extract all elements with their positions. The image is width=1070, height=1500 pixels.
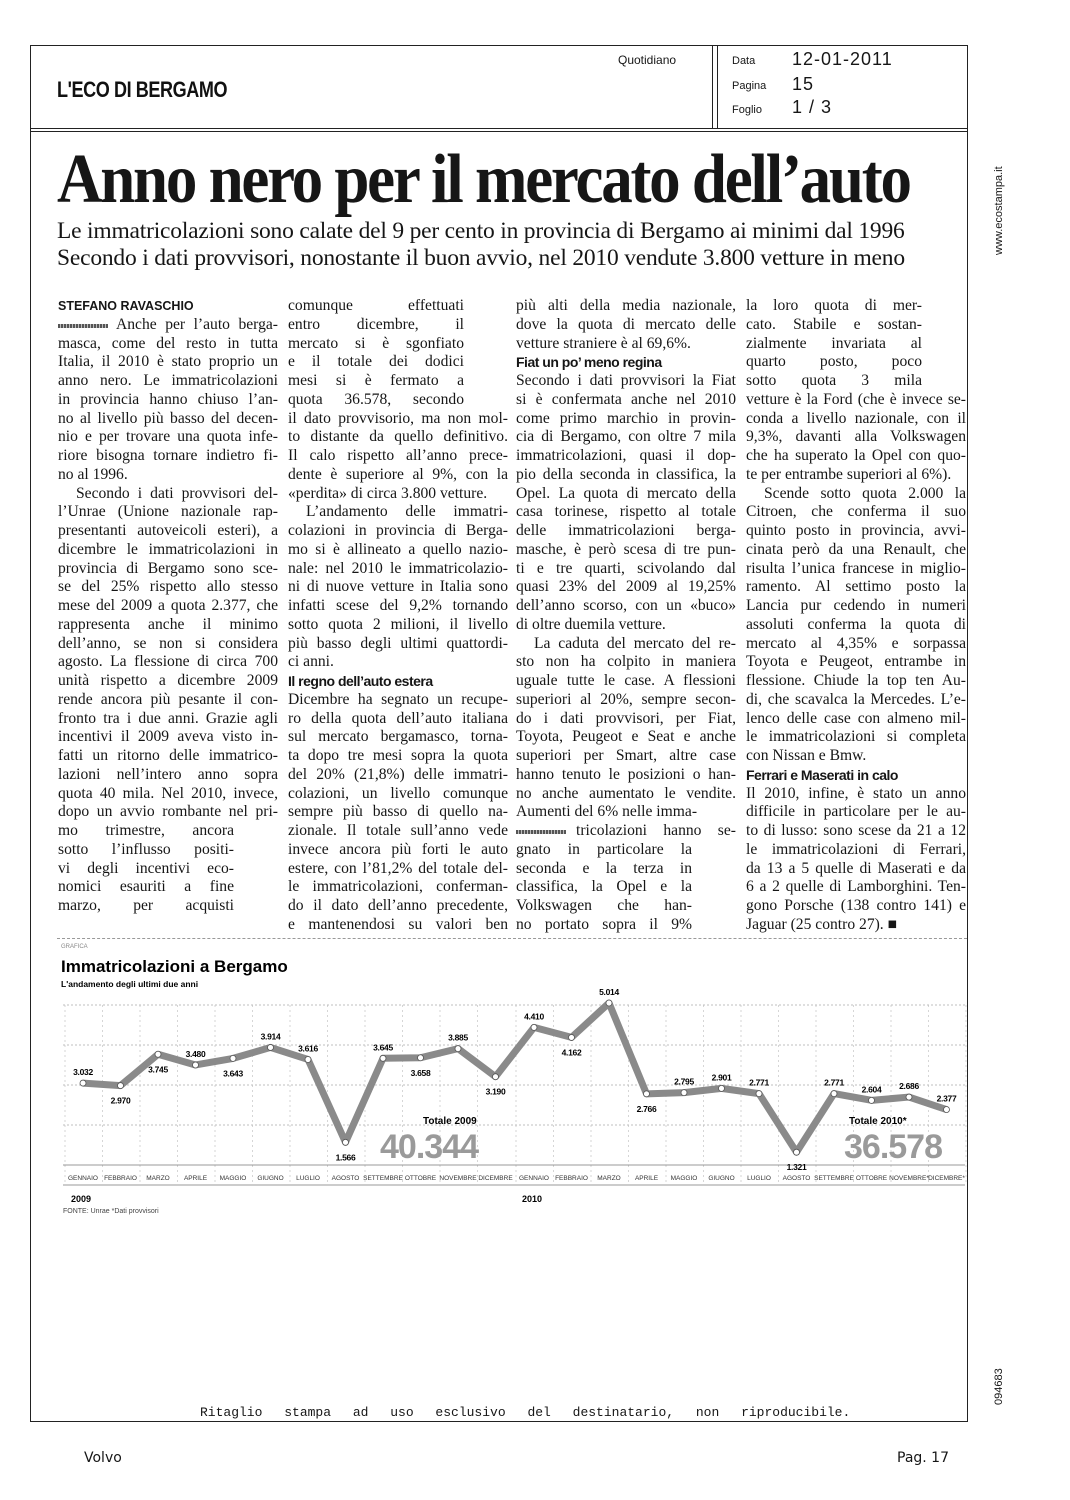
text-line: no portato sopra il 9% bbox=[516, 915, 692, 933]
text-line: sotto quota 3 mila bbox=[746, 372, 922, 389]
data-point bbox=[155, 1051, 161, 1057]
month-label: MARZO bbox=[146, 1175, 170, 1182]
text-line: Secondo i dati provvisori del- bbox=[76, 484, 278, 502]
month-label: GIUGNO bbox=[257, 1175, 284, 1182]
copyright-note: Ritaglio stampa ad uso esclusivo del destinatario, non riproducibile. bbox=[200, 1405, 851, 1420]
text-line: Il calo rispetto all’anno prece- bbox=[288, 447, 508, 464]
data-point bbox=[455, 1046, 461, 1052]
text-line: Scende sotto quota 2.000 la bbox=[764, 484, 966, 502]
registrations-chart bbox=[57, 940, 967, 1225]
data-label: 2.795 bbox=[674, 1076, 694, 1087]
page-number: Pag. 17 bbox=[897, 1450, 949, 1466]
text-line: casa torinese, rispetto al totale bbox=[516, 503, 736, 521]
total-label: Totale 2009 bbox=[423, 1116, 477, 1127]
text-line: dell’anno scorso, con un «buco» bbox=[516, 597, 736, 614]
text-line: si è confermata anche nel 2010 bbox=[516, 390, 736, 408]
data-label: 3.643 bbox=[223, 1068, 243, 1079]
month-label: GENNAIO bbox=[68, 1175, 98, 1182]
text-line: quota 40 mila. Nel 2010, invece, bbox=[58, 784, 278, 802]
text-line: ni di nuove vetture in Italia sono bbox=[288, 578, 508, 596]
text-line: vi degli incentivi eco- bbox=[58, 859, 234, 877]
text-line: quota 36.578, secondo bbox=[288, 390, 464, 408]
headline: Anno nero per il mercato dell’auto bbox=[57, 141, 910, 218]
month-label: SETTEMBRE bbox=[814, 1175, 854, 1182]
chart-subtitle: L'andamento degli ultimi due anni bbox=[61, 979, 199, 989]
text-line: no al 1996. bbox=[58, 465, 128, 483]
text-line: Toyota, Peugeot e Seat e anche bbox=[516, 728, 736, 746]
text-line: e mantenendosi su valori ben bbox=[288, 915, 508, 933]
year-label: 2009 bbox=[71, 1194, 92, 1204]
text-line: riore bisogna tornare indietro fi- bbox=[58, 447, 278, 464]
text-line: mercato al 4,35% e sorpassa bbox=[746, 634, 966, 652]
text-line: provincia di Bergamo sono sce- bbox=[58, 559, 278, 577]
text-line: l’Unrae (Unione nazionale rap- bbox=[58, 503, 278, 521]
data-label: 2.970 bbox=[110, 1095, 131, 1106]
clip-code: 094683 bbox=[993, 1368, 1005, 1405]
text-line: la loro quota di mer- bbox=[746, 297, 922, 314]
text-line: colazioni, un livello comunque bbox=[288, 784, 508, 802]
data-point bbox=[118, 1083, 124, 1089]
text-line: conda a livello nazionale, con il bbox=[746, 409, 966, 427]
header-separator bbox=[712, 45, 713, 128]
section-heading: Ferrari e Maserati in calo bbox=[746, 766, 898, 783]
data-label: 2.766 bbox=[636, 1103, 657, 1114]
text-line: tricolazioni hanno se- bbox=[516, 822, 736, 841]
month-label: MAGGIO bbox=[670, 1175, 698, 1182]
text-line: infatti scese del 9,2% tornando bbox=[288, 597, 508, 614]
month-label: DICEMBRE* bbox=[928, 1175, 965, 1182]
publication-type: Quotidiano bbox=[618, 53, 677, 67]
subheadline-line: Secondo i dati provvisori, nonostante il buon avvio, nel 2010 vendute 3.800 vetture in meno bbox=[57, 245, 905, 271]
data-label: 2.604 bbox=[861, 1084, 882, 1095]
text-line: risulta l’unica francese in miglio- bbox=[746, 559, 966, 577]
text-line: assoluti conferma la quota di bbox=[746, 615, 966, 633]
month-label: APRILE bbox=[634, 1175, 659, 1182]
text-line: anno nero. Le immatricolazioni bbox=[58, 372, 278, 389]
text-line: marzo, per acquisti bbox=[58, 897, 234, 914]
month-label: LUGLIO bbox=[747, 1175, 771, 1182]
data-label: 3.190 bbox=[485, 1086, 506, 1097]
text-line: come primo marchio in provin- bbox=[516, 409, 736, 427]
data-label: 4.162 bbox=[561, 1047, 582, 1058]
ornament-icon bbox=[58, 324, 108, 328]
text-line: ci anni. bbox=[288, 653, 334, 671]
text-line: to distante da quello definitivo. bbox=[288, 428, 508, 446]
month-label: NOVEMBRE bbox=[439, 1175, 477, 1182]
data-point bbox=[80, 1080, 86, 1086]
date-value: 12-01-2011 bbox=[792, 49, 893, 69]
month-label: LUGLIO bbox=[296, 1175, 320, 1182]
text-line: con Nissan e Bmw. bbox=[746, 747, 867, 764]
text-line: mese del 2009 a quota 2.377, che bbox=[58, 597, 278, 614]
section-tag: GRAFICA bbox=[61, 944, 88, 950]
data-label: 3.032 bbox=[73, 1067, 93, 1078]
data-point bbox=[305, 1056, 311, 1062]
sheet-value: 1 / 3 bbox=[792, 97, 833, 117]
year-label: 2010 bbox=[522, 1194, 543, 1204]
text-line: superiori al 20%, sempre secon- bbox=[516, 690, 736, 708]
text-line: sto non ha colpito in maniera bbox=[516, 653, 736, 671]
text-line: dell’anno, se non si considera bbox=[58, 634, 278, 652]
data-label: 3.658 bbox=[410, 1067, 431, 1078]
byline: STEFANO RAVASCHIO bbox=[58, 299, 194, 313]
text-line: le immatricolazioni si completa bbox=[746, 728, 966, 746]
article-column bbox=[746, 297, 966, 935]
total-value: 36.578 bbox=[844, 1128, 942, 1166]
text-line: Citroen, che conferma il suo bbox=[746, 503, 966, 521]
text-line: di, che scavalca la Mercedes. L’e- bbox=[746, 690, 966, 708]
text-line: pio della seconda in classifica, la bbox=[516, 465, 736, 483]
text-line: mercato si è sgonfiato bbox=[288, 334, 464, 352]
data-point bbox=[681, 1090, 687, 1096]
text-line: zialmente invariata al bbox=[746, 334, 922, 352]
text-line: flessione. Chiude la top ten Au- bbox=[746, 672, 966, 689]
data-label: 5.014 bbox=[599, 987, 619, 997]
chart-divider bbox=[57, 938, 967, 939]
text-line: hanno tenuto le posizioni o han- bbox=[516, 765, 736, 783]
text-line: di oltre duemila vetture. bbox=[516, 615, 666, 633]
header-separator bbox=[717, 45, 718, 128]
text-line: se del 25% rispetto allo stesso bbox=[58, 578, 278, 596]
article-column bbox=[516, 297, 736, 935]
data-label: 3.745 bbox=[148, 1064, 168, 1075]
text-line: dente è superiore al 9%, con la bbox=[288, 465, 508, 483]
data-label: 3.645 bbox=[373, 1042, 393, 1053]
date-label: Data bbox=[732, 55, 756, 67]
text-line: invece ancora più forti le auto bbox=[288, 840, 508, 858]
text-line: nale: nel 2010 le immatricolazio- bbox=[288, 559, 508, 577]
text-line: da 13 a 5 quelle di Maserati e da bbox=[746, 859, 966, 877]
data-point bbox=[869, 1097, 875, 1103]
data-point bbox=[268, 1044, 274, 1050]
text-line: mo si è allineato a quello nazio- bbox=[288, 540, 508, 558]
total-label: Totale 2010* bbox=[849, 1116, 907, 1127]
data-label: 2.377 bbox=[936, 1093, 957, 1104]
text-line: te per entrambe superiori al 6%). bbox=[746, 465, 952, 483]
text-line: quarto posto, poco bbox=[746, 353, 922, 371]
data-label: 1.321 bbox=[786, 1162, 807, 1173]
text-line: entro dicembre, il bbox=[288, 315, 464, 333]
data-point bbox=[794, 1149, 800, 1155]
data-point bbox=[493, 1074, 499, 1080]
data-label: 3.885 bbox=[448, 1032, 468, 1043]
text-line: Toyota e Peugeot, entrambe in bbox=[746, 653, 966, 671]
text-line: masche, è però scesa di tre pun- bbox=[516, 540, 736, 558]
text-line: nomici esauriti a fine bbox=[58, 878, 234, 896]
text-line: immatricolazioni, quasi il dop- bbox=[516, 447, 736, 464]
header-divider bbox=[30, 131, 968, 132]
data-label: 3.616 bbox=[298, 1043, 318, 1054]
month-label: AGOSTO bbox=[782, 1175, 811, 1182]
text-line: comunque effettuati bbox=[288, 297, 464, 314]
text-line: ramento. Al settimo posto la bbox=[746, 578, 966, 596]
data-point bbox=[756, 1091, 762, 1097]
data-point bbox=[230, 1055, 236, 1061]
month-label: GIUGNO bbox=[708, 1175, 735, 1182]
text-line: del 20% (21,8%) delle immatri- bbox=[288, 765, 508, 783]
text-line: ti e tre quarti, scivolando dal bbox=[516, 559, 736, 577]
text-line: zionale. Il totale sull’anno vede bbox=[288, 822, 508, 839]
month-label: FEBBRAIO bbox=[104, 1175, 137, 1182]
text-line: do il dato dell’anno precedente, bbox=[288, 897, 508, 914]
text-line: lenco delle case con almeno mil- bbox=[746, 709, 966, 727]
data-label: 2.901 bbox=[711, 1072, 732, 1083]
text-line: quasi 23% del 2009 al 19,25% bbox=[516, 578, 736, 596]
text-line: in provincia hanno chiuso l’an- bbox=[58, 390, 278, 408]
text-line: fronto tra i due anni. Grazie agli bbox=[58, 709, 278, 727]
article-column bbox=[58, 297, 278, 916]
data-point bbox=[606, 1000, 612, 1006]
text-line: «perdita» di circa 3.800 vetture. bbox=[288, 484, 488, 502]
text-line: colazioni in provincia di Berga- bbox=[288, 522, 508, 539]
month-label: GENNAIO bbox=[519, 1175, 549, 1182]
text-line: dove la quota di mercato delle bbox=[516, 315, 736, 333]
data-point bbox=[531, 1024, 537, 1030]
text-line: nio e per trovare una quota infe- bbox=[58, 428, 278, 446]
text-line: Secondo i dati provvisori la Fiat bbox=[516, 372, 736, 389]
month-label: DICEMBRE bbox=[478, 1175, 513, 1182]
data-point bbox=[719, 1085, 725, 1091]
page-label: Pagina bbox=[732, 80, 767, 92]
series-line bbox=[83, 1003, 947, 1152]
data-point bbox=[644, 1091, 650, 1097]
text-line: uguale tutte le case. A flessioni bbox=[516, 672, 736, 689]
month-label: AGOSTO bbox=[331, 1175, 360, 1182]
text-line: mesi si è fermato a bbox=[288, 372, 464, 389]
text-line: no anche aumentato le vendite. bbox=[516, 784, 736, 802]
text-line: Anche per l’auto berga- bbox=[58, 316, 278, 335]
text-line: masca, come del resto in tutta bbox=[58, 334, 278, 352]
article-column bbox=[288, 297, 508, 935]
text-line: Il 2010, infine, è stato un anno bbox=[746, 784, 966, 802]
newspaper-logo: L'ECO DI BERGAMO bbox=[57, 77, 228, 102]
data-point bbox=[906, 1094, 912, 1100]
text-line: dopo un avvio rombante nel pri- bbox=[58, 803, 278, 821]
data-label: 4.410 bbox=[524, 1011, 544, 1022]
text-line: incentivi il 2009 aveva visto in- bbox=[58, 728, 278, 746]
text-line: cinata però da una Renault, che bbox=[746, 540, 966, 558]
text-line: cia di Bergamo, con oltre 7 mila bbox=[516, 428, 736, 446]
section-heading: Il regno dell’auto estera bbox=[288, 673, 433, 689]
text-line: difficile in particolare per le au- bbox=[746, 803, 966, 821]
data-point bbox=[418, 1055, 424, 1061]
data-label: 2.686 bbox=[899, 1081, 919, 1092]
text-line: vetture straniere è al 69,6%. bbox=[516, 334, 691, 352]
data-point bbox=[343, 1139, 349, 1145]
site-url: www.ecostampa.it bbox=[993, 166, 1005, 255]
total-value: 40.344 bbox=[380, 1128, 478, 1166]
chart-title: Immatricolazioni a Bergamo bbox=[61, 957, 288, 976]
text-line: ta dopo tre mesi sopra la quota bbox=[288, 747, 508, 764]
text-line: le immatricolazioni di Ferrari, bbox=[746, 840, 966, 858]
text-line: presentanti autoveicoli esteri), a bbox=[58, 522, 278, 539]
text-line: no al livello più basso del decen- bbox=[58, 409, 278, 427]
text-line: to di lusso: sono scese da 21 a 12 bbox=[746, 822, 966, 839]
text-line: classifica, la Opel e la bbox=[516, 878, 692, 896]
text-line: rende ancora più pesante il con- bbox=[58, 690, 278, 708]
text-line: e il totale dei dodici bbox=[288, 353, 464, 371]
text-line: seconda e la terza in bbox=[516, 859, 692, 877]
text-line: rappresenta anche il minimo bbox=[58, 615, 278, 633]
month-label: MAGGIO bbox=[219, 1175, 247, 1182]
header-divider bbox=[30, 128, 968, 129]
month-label: MARZO bbox=[597, 1175, 621, 1182]
text-line: sotto quota 2 milioni, il livello bbox=[288, 615, 508, 633]
text-line: unità rispetto a dicembre 2009 bbox=[58, 672, 278, 689]
data-label: 2.771 bbox=[824, 1077, 844, 1088]
text-line: fatti un ritorno delle immatrico- bbox=[58, 747, 278, 764]
text-line: ro della quota dell’auto italiana bbox=[288, 709, 508, 727]
data-label: 3.914 bbox=[260, 1031, 281, 1042]
text-line: le immatricolazioni, conferman- bbox=[288, 878, 508, 896]
text-line: lazioni nell’intero anno sopra bbox=[58, 765, 278, 783]
text-line: quinto posto in provincia, avvi- bbox=[746, 522, 966, 539]
text-line: sotto l’influsso positi- bbox=[58, 840, 234, 858]
chart-source: FONTE: Unrae *Dati provvisori bbox=[63, 1208, 159, 1215]
month-label: NOVEMBRE* bbox=[889, 1175, 929, 1182]
data-label: 3.480 bbox=[185, 1048, 206, 1059]
text-line: più alti della media nazionale, bbox=[516, 297, 736, 314]
data-point bbox=[831, 1091, 837, 1097]
subheadline-line: Le immatricolazioni sono calate del 9 per cento in provincia di Bergamo ai minimi dal 1996 bbox=[57, 218, 905, 244]
text-line: Opel. La quota di mercato della bbox=[516, 484, 736, 502]
text-line: il dato provvisorio, ma non mol- bbox=[288, 409, 508, 427]
text-line: 6 a 2 quelle di Lamborghini. Ten- bbox=[746, 878, 966, 896]
text-line: L’andamento delle immatri- bbox=[306, 503, 508, 521]
text-line: sempre più basso di quello na- bbox=[288, 803, 508, 821]
text-line: dicembre le immatricolazioni in bbox=[58, 540, 278, 558]
text-line: Lancia pur cedendo in numeri bbox=[746, 597, 966, 614]
section-heading: Fiat un po’ meno regina bbox=[516, 354, 662, 371]
text-line: 9,3%, davanti alla Volkswagen bbox=[746, 428, 966, 446]
text-line: gono Porsche (138 contro 141) e bbox=[746, 897, 966, 914]
data-point bbox=[380, 1055, 386, 1061]
text-line: cato. Stabile e sostan- bbox=[746, 315, 922, 333]
text-line: vetture è la Ford (che è invece se- bbox=[746, 390, 966, 408]
text-line: mo trimestre, ancora bbox=[58, 822, 234, 839]
text-line: do i dati provvisori, per Fiat, bbox=[516, 709, 736, 727]
text-line: gnato in particolare la bbox=[516, 840, 692, 858]
month-label: APRILE bbox=[183, 1175, 208, 1182]
data-point bbox=[193, 1062, 199, 1068]
text-line: superiori per Smart, altre case bbox=[516, 747, 736, 764]
text-line: delle immatricolazioni berga- bbox=[516, 522, 736, 539]
text-line: sul mercato bergamasco, torna- bbox=[288, 728, 508, 746]
data-label: 1.566 bbox=[335, 1152, 356, 1163]
text-line: agosto. La flessione di circa 700 bbox=[58, 653, 278, 671]
month-label: OTTOBRE bbox=[855, 1175, 888, 1182]
page-value: 15 bbox=[792, 74, 815, 94]
text-line: Dicembre ha segnato un recupe- bbox=[288, 690, 508, 708]
text-line: Volkswagen che han- bbox=[516, 897, 692, 914]
data-label: 2.771 bbox=[749, 1077, 769, 1088]
text-line: più basso degli ultimi quattordi- bbox=[288, 634, 508, 652]
text-line: Aumenti del 6% nelle imma- bbox=[516, 803, 698, 821]
month-label: FEBBRAIO bbox=[555, 1175, 588, 1182]
month-label: OTTOBRE bbox=[404, 1175, 437, 1182]
month-label: SETTEMBRE bbox=[363, 1175, 403, 1182]
sheet-label: Foglio bbox=[732, 104, 762, 116]
text-line: Italia, il 2010 è stato proprio un bbox=[58, 353, 278, 371]
text-line: Jaguar (25 contro 27). ■ bbox=[746, 915, 898, 933]
text-line: estere, con l’81,2% del totale del- bbox=[288, 859, 508, 877]
data-point bbox=[944, 1107, 950, 1113]
data-point bbox=[569, 1034, 575, 1040]
text-line: La caduta del mercato del re- bbox=[534, 634, 736, 652]
text-line: che ha superato la Opel con quo- bbox=[746, 447, 966, 464]
client-name: Volvo bbox=[84, 1450, 122, 1466]
ornament-icon bbox=[516, 830, 566, 834]
